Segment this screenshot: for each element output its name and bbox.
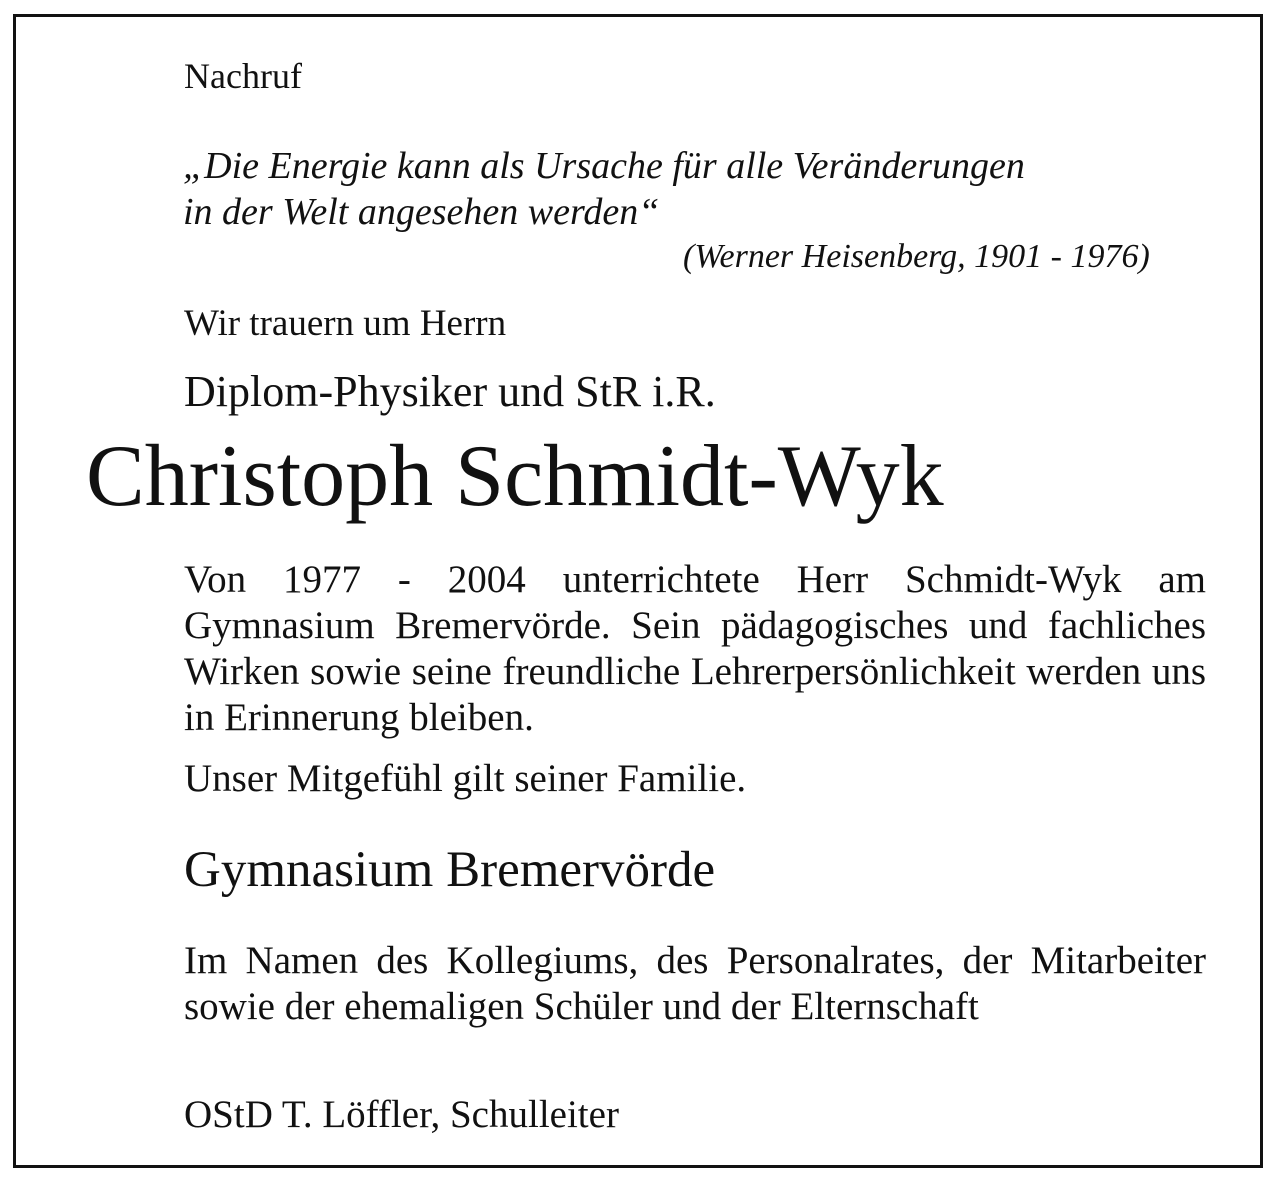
behalf-paragraph: Im Namen des Kollegiums, des Personalrates, der Mitarbeiter sowie der ehemaligen Schüler und der Elternschaft [184, 939, 1206, 1028]
mourning-intro: Wir trauern um Herrn [184, 303, 507, 344]
signature: OStD T. Löffler, Schulleiter [184, 1093, 619, 1136]
quote-attribution: (Werner Heisenberg, 1901 - 1976) [683, 238, 1150, 275]
person-name: Christoph Schmidt-Wyk [86, 428, 944, 525]
person-title: Diplom-Physiker und StR i.R. [184, 367, 716, 416]
quote-line-1: „Die Energie kann als Ursache für alle Veränderungen [183, 145, 1025, 187]
school-name: Gymnasium Bremervörde [184, 842, 716, 898]
obituary-heading: Nachruf [184, 56, 302, 96]
tribute-paragraph: Von 1977 - 2004 unterrichtete Herr Schmidt-Wyk am Gymnasium Bremervörde. Sein pädagogisches und fachliches Wirken sowie seine freundliche Lehrerpersönlichkeit werden uns in Erinnerung bleiben. [184, 558, 1206, 739]
quote-line-2: in der Welt angesehen werden“ [183, 191, 660, 233]
sympathy-line: Unser Mitgefühl gilt seiner Familie. [184, 757, 747, 800]
